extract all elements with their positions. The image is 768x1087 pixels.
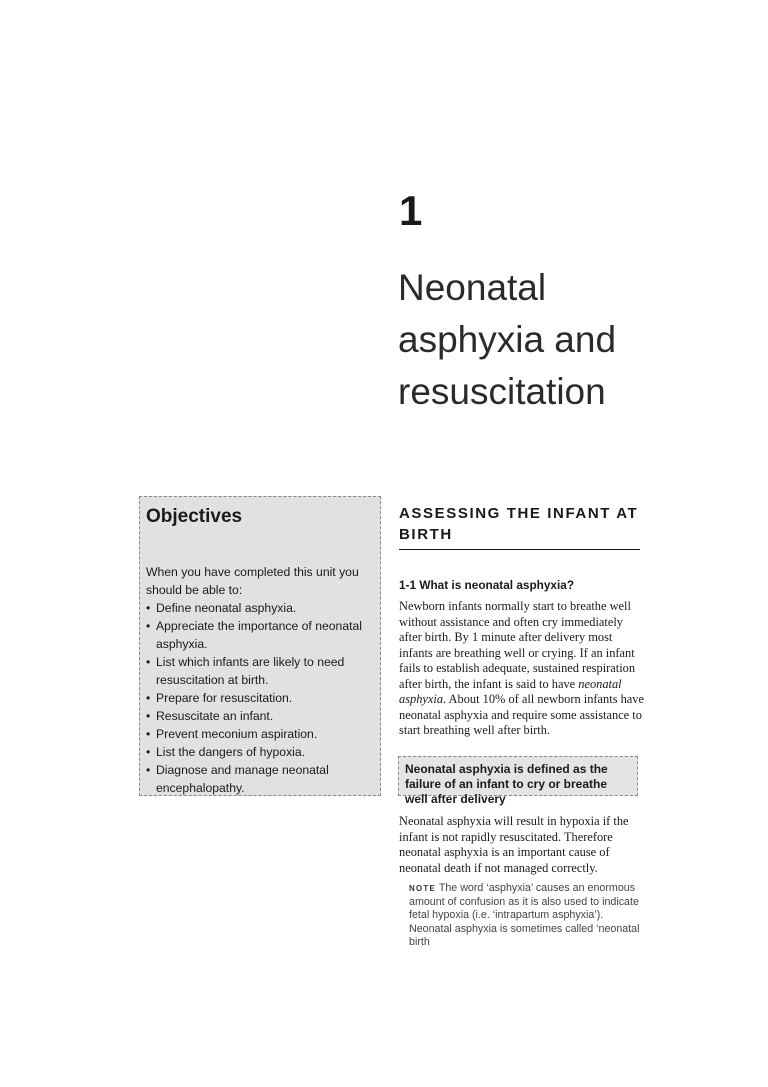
objectives-list <box>146 599 374 797</box>
objective-item: • Appreciate the importance of neonatal asphyxia. <box>146 617 374 653</box>
objective-item: • List which infants are likely to need resuscitation at birth. <box>146 653 374 689</box>
callout-text: Neonatal asphyxia is defined as the failure of an infant to cry or breathe well after delivery <box>405 762 608 806</box>
paragraph-hypoxia: Neonatal asphyxia will result in hypoxia if the infant is not rapidly resuscitated. Therefore neonatal asphyxia is an important cause of neonatal death if not managed correctly. <box>399 814 629 875</box>
chapter-title-line: resuscitation <box>398 371 606 412</box>
objectives-intro: When you have completed this unit you should be able to: <box>146 564 359 597</box>
chapter-title <box>398 262 616 418</box>
chapter-title-line: Neonatal <box>398 267 547 308</box>
objective-item: • Prevent meconium aspiration. <box>146 725 374 743</box>
note-label: NOTE <box>409 884 437 893</box>
paragraph-text: . About 10% of all newborn infants have neonatal asphyxia and require some assistance to start breathing well after birth. <box>399 692 645 737</box>
callout-box <box>398 756 638 806</box>
section-heading: ASSESSING THE INFANT AT BIRTH <box>399 503 640 550</box>
objectives-box <box>139 496 381 796</box>
emphasized-term: neonatal asphyxia <box>399 676 622 706</box>
paragraph-text: Newborn infants normally start to breathe well without assistance and often cry immediately after birth. By 1 minute after delivery most infants are breathing well or crying. If an infant fails to establish adequate, sustained respiration after birth, the infant is said to have <box>399 599 636 691</box>
objective-item: • Prepare for resuscitation. <box>146 689 374 707</box>
objective-item: • Resuscitate an infant. <box>146 707 374 725</box>
note <box>409 882 644 950</box>
objective-item: • Define neonatal asphyxia. <box>146 599 374 617</box>
chapter-number: 1 <box>399 187 423 234</box>
note-text: The word ‘asphyxia’ causes an enormous amount of confusion as it is also used to indicate fetal hypoxia (i.e. ‘intrapartum asphyxia’). Neonatal asphyxia is sometimes called ‘neonatal birth <box>409 882 640 949</box>
chapter-title-line: asphyxia and <box>398 319 617 360</box>
paragraph-definition <box>399 599 644 739</box>
subheading: 1-1 What is neonatal asphyxia? <box>399 578 575 592</box>
objective-item: • List the dangers of hypoxia. <box>146 743 374 761</box>
objective-item: • Diagnose and manage neonatal encephalopathy. <box>146 761 374 797</box>
objectives-heading: Objectives <box>146 506 243 527</box>
